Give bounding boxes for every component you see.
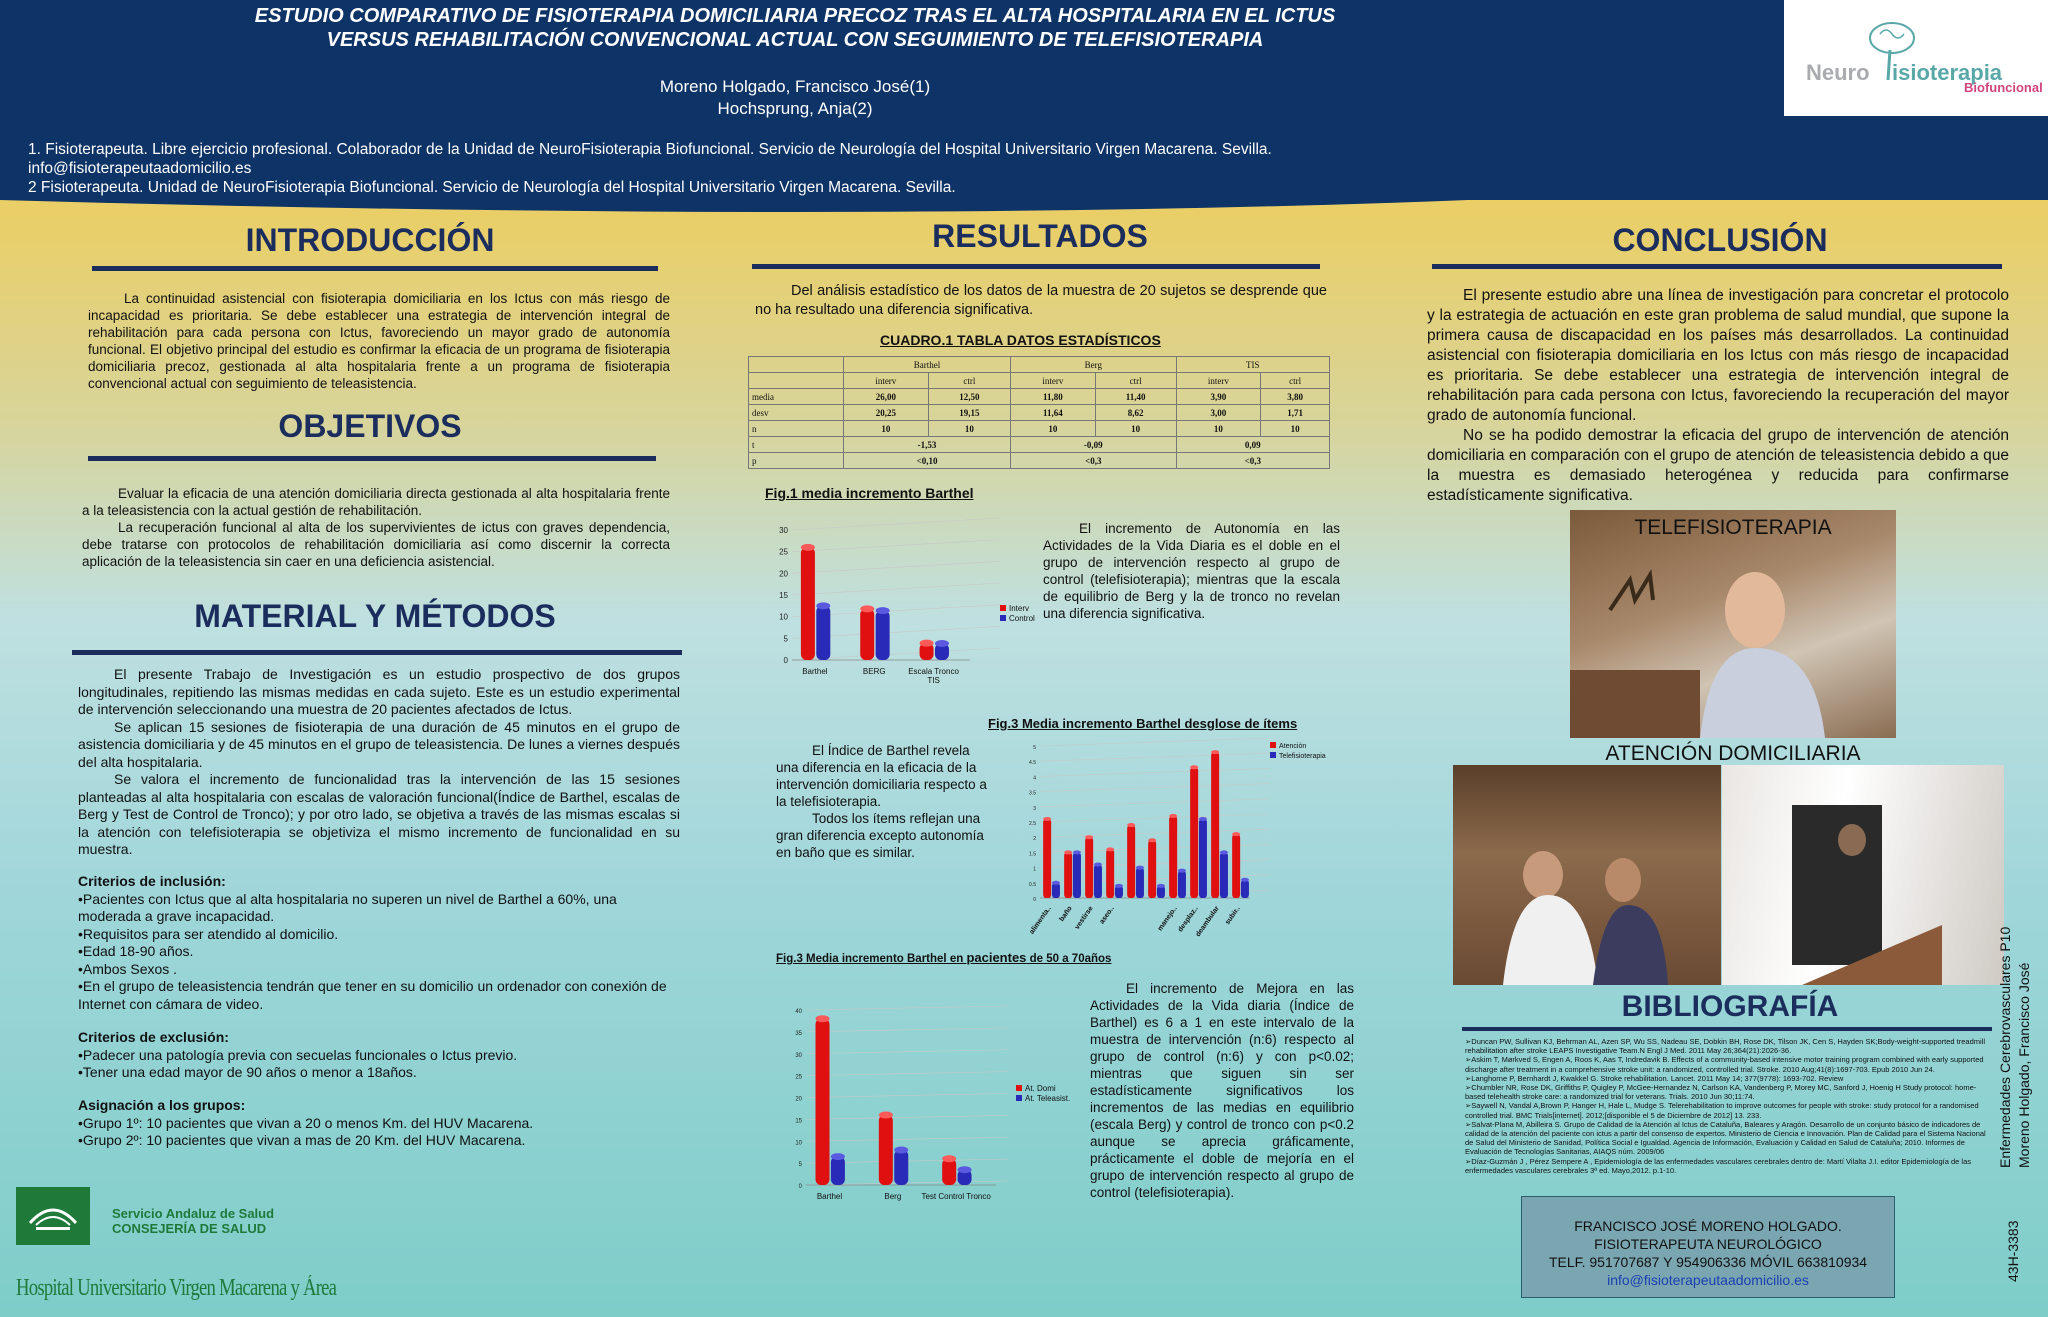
chart-bar: [942, 1159, 956, 1185]
y-tick-label: 5: [783, 634, 788, 644]
reference: ➢Langhorne P, Bernhardt J, Kwakkel G. Stroke rehabilitation. Lancet. 2011 May 14; 377(9778): 1693-702. Review: [1465, 1073, 1844, 1083]
y-tick-label: 2: [1033, 836, 1036, 843]
bar-top: [1115, 884, 1123, 888]
gridline: [806, 1006, 1008, 1010]
hospital-name: Hospital Universitario Virgen Macarena y Área: [16, 1275, 337, 1301]
bar-top: [1043, 817, 1051, 821]
y-tick-label: 20: [795, 1096, 802, 1103]
bar-top: [1148, 838, 1156, 842]
stats-table: [748, 356, 1330, 469]
bar-top: [1094, 863, 1102, 867]
subheader: ctrl: [1095, 373, 1176, 389]
gridline: [1040, 753, 1270, 761]
y-tick-label: 30: [779, 526, 788, 535]
y-tick-label: 0: [783, 656, 788, 665]
bibliografia-rule: [1462, 1027, 1992, 1031]
legend-swatch: [1016, 1085, 1022, 1091]
asignacion-grupos: Asignación a los grupos: •Grupo 1º: 10 pacientes que vivan a 20 o menos Km. del HUV Macarena. •Grupo 2º: 10 pacientes que vivan a mas de 20 Km. del HUV Macarena.: [78, 1097, 680, 1150]
x-tick-label: manejo..: [1156, 905, 1179, 933]
x-tick-label: Barthel: [816, 1192, 843, 1201]
chart-bar: [1127, 825, 1135, 898]
photo2-label: ATENCIÓN DOMICILIARIA: [1605, 742, 1861, 765]
table-row: media 26,00 12,50 11,80 11,40 3,90 3,80: [749, 389, 1330, 405]
y-tick-label: 10: [779, 612, 788, 622]
y-tick-label: 10: [795, 1140, 802, 1147]
x-tick-label: vestirse: [1073, 905, 1095, 931]
group-header: Berg: [1011, 357, 1177, 373]
y-tick-label: 3.5: [1029, 790, 1036, 797]
metodos-rule: [72, 650, 682, 655]
domiciliaria-photo-2: [1722, 765, 2004, 985]
subheader: interv: [1011, 373, 1096, 389]
chart-bar: [1169, 816, 1177, 898]
gridline: [806, 1115, 1008, 1119]
legend-swatch: [1270, 752, 1276, 758]
reference: ➢Duncan PW, Sullivan KJ, Behrman AL, Azen SP, Wu SS, Nadeau SE, Dobkin BH, Rose DK, Tilson JK, Cen S, Hayden SK;Body-weight-supported treadmill rehabilitation after stroke LEAPS Investigative Team.N Engl J Med. 2011 May 26;364(21):2026-36.: [1465, 1037, 1986, 1056]
x-tick-label: BERG: [862, 667, 886, 676]
chart-bar: [1064, 852, 1072, 898]
x-tick-label: Berg: [884, 1192, 902, 1201]
y-tick-label: 5: [798, 1162, 802, 1169]
exclusion-title: Criterios de exclusión:: [78, 1029, 229, 1045]
legend-swatch: [1270, 742, 1276, 748]
x-tick-label: deambular: [1194, 905, 1221, 938]
neurofisioterapia-logo: [1784, 0, 2048, 116]
bar-top: [1157, 884, 1165, 888]
gridline: [792, 561, 1000, 573]
chart-bar: [876, 611, 890, 660]
reference: ➢Salvat-Plana M, Abilleira S. Grupo de Calidad de la Atención al Ictus de Cataluña, Baleares y Aragón. Desarrollo de un conjunto básico de indicadores de calidad de la atención del paciente con ictus a partir del consenso de expertos. Ministerio de Ciencia e Innovación. Plan de Calidad para el Sistema Nacional de Salud del Ministerio de Sanidad, Política Social e Igualdad. Agencia de Información, Evaluación y Calidad en Salud de Cataluña; 2010. Informes de Evaluación de Tecnologías Sanitarias, AIAQS núm. 2009/06: [1465, 1119, 1986, 1157]
x-tick-label: aseo..: [1098, 905, 1116, 926]
poster-title-line1: ESTUDIO COMPARATIVO DE FISIOTERAPIA DOMICILIARIA PRECOZ TRAS EL ALTA HOSPITALARIA EN EL ICTUS: [254, 5, 1336, 27]
chart-bar: [816, 1019, 830, 1185]
fig3-text: El incremento de Mejora en las Actividades de la Vida diaria (Índice de Barthel) es 6 a 1 en este intervalo de la muestra de intervención (n:6) respecto al grupo de control (n:6) y con p<0.02; mientras que siguen sin ser estadísticamente significativos los incrementos de las medias en equilibrio (escala Berg) y control de tronco con p<0.2 aunque se aprecia gráficamente, prácticamente el doble de mejoría en el grupo de intervención respecto al grupo de control (telefisioterapia).: [1090, 981, 1354, 1200]
bar-top: [1211, 750, 1219, 754]
chart-bar: [1094, 865, 1102, 898]
chart-bar: [1190, 767, 1198, 898]
subheader: ctrl: [928, 373, 1010, 389]
bar-top: [1052, 881, 1060, 885]
author-2: Hochsprung, Anja(2): [717, 99, 873, 118]
intro-rule: [92, 266, 658, 271]
chart-bar: [1148, 840, 1156, 898]
gridline: [792, 583, 1000, 595]
bar-top: [816, 1015, 830, 1022]
y-tick-label: 5: [1033, 745, 1036, 751]
subheader: ctrl: [1261, 373, 1330, 389]
metodos-text: El presente Trabajo de Investigación es un estudio prospectivo de dos grupos longitudinales, repitiendo las mismas medidas en cada sujeto. Este es un estudio experimental de intervención seleccionando una muestra de 20 pacientes afectados de Ictus. Se aplican 15 sesiones de fisioterapia de una duración de 45 minutos en el grupo de asistencia domiciliaria y de 45 minutos en el grupo de teleasistencia. De lunes a viernes después del alta hospitalaria. Se valora el incremento de funcionalidad tras la intervención de las 15 sesiones planteadas al alta hospitalaria con escalas de valoración funcional(Índice de Barthel, escalas de Berg y Test de Control de Tronco); y por otro lado, se objetiva a través de las mismas escalas si la atención con telefisioterapia se objetiviza el mismo incremento de funcionalidad en su muestra.: [78, 666, 680, 857]
emblem-icon: [16, 1187, 90, 1245]
chart-bar: [1136, 868, 1144, 898]
gridline: [1040, 814, 1270, 822]
bar-top: [1106, 847, 1114, 851]
intro-title: INTRODUCCIÓN: [245, 222, 495, 258]
subheader: interv: [844, 373, 929, 389]
y-tick-label: 2.5: [1029, 821, 1036, 827]
table-row: t -1,53 -0,09 0,09: [749, 437, 1330, 453]
chart-bar: [1211, 752, 1219, 898]
bar-top: [1178, 869, 1186, 873]
author-1: Moreno Holgado, Francisco José(1): [659, 77, 931, 96]
domiciliaria-photo-1: [1453, 765, 1721, 985]
gridline: [1040, 784, 1270, 792]
group-header: Barthel: [844, 357, 1011, 373]
bar-top: [920, 640, 934, 647]
chart-bar: [879, 1115, 893, 1185]
y-tick-label: 35: [795, 1030, 802, 1037]
chart-bar: [816, 606, 830, 660]
fig3-title: Fig.3 Media incremento Barthel en pacientes de 50 a 70años: [776, 950, 1112, 965]
bar-top: [879, 1112, 893, 1119]
metodos-title: MATERIAL Y MÉTODOS: [194, 598, 556, 634]
fig2-title: Fig.3 Media incremento Barthel desglose de ítems: [988, 716, 1298, 731]
tree-brain-icon: [1784, 0, 2048, 116]
bar-top: [1136, 866, 1144, 870]
poster-code: 43H-3383: [2005, 1220, 2021, 1282]
vertical-author: Moreno Holgado, Francisco José: [2016, 962, 2032, 1168]
gridline: [792, 540, 1000, 552]
affiliation-1: 1. Fisioterapeuta. Libre ejercicio profesional. Colaborador de la Unidad de NeuroFisioterapia Biofuncional. Servicio de Neurología del Hospital Universitario Virgen Macarena. Sevilla.: [28, 141, 1272, 158]
bar-top: [1220, 850, 1228, 854]
y-tick-label: 40: [795, 1009, 802, 1015]
bar-top: [831, 1153, 845, 1160]
criterios-inclusion: Criterios de inclusión: •Pacientes con Ictus que al alta hospitalaria no superen un nivel de Barthel a 60%, una moderada a grave incapacidad. •Requisitos para ser atendido al domicilio. •Edad 18-90 años. •Ambos Sexos . •En el grupo de teleasistencia tendrán que tener en su domicilio un ordenador con conexión de Internet con cámara de video.: [78, 873, 680, 1013]
stairs-photo-icon: [1722, 765, 2004, 985]
patient-photo-icon: [1570, 510, 1896, 738]
bar-top: [1232, 832, 1240, 836]
reference: ➢Chumbler NR, Rose DK, Griffiths P, Quigley P, McGee-Hernandez N, Carlson KA, Vandenberg P, Morey MC, Sanford J, Hoenig H Study protocol: home-based telehealth stroke care: a randomized trial for veterans. Trials. 2010 Jun 30;11:74.: [1465, 1083, 1977, 1102]
gridline: [806, 1094, 1008, 1098]
y-tick-label: 3: [1033, 805, 1036, 812]
resultados-intro: Del análisis estadístico de los datos de la muestra de 20 sujetos se desprende que no ha resultado una diferencia significativa.: [755, 283, 1327, 318]
gridline: [806, 1072, 1008, 1076]
y-tick-label: 30: [795, 1052, 802, 1059]
telefisioterapia-photo: [1570, 510, 1896, 738]
bar-top: [958, 1166, 972, 1173]
intro-text: La continuidad asistencial con fisioterapia domiciliaria en los Ictus con más riesgo de incapacidad es prioritaria. Se debe establecer una estrategia de intervención integral de rehabilitación para cada persona con Ictus, favoreciendo un mayor grado de autonomía funcional. El objetivo principal del estudio es confirmar la eficacia de un programa de fisioterapia domiciliaria precoz, gestionada al alta hospitalaria frente a un programa de fisioterapia convencional actual con seguimiento de teleasistencia.: [88, 291, 670, 391]
resultados-title: RESULTADOS: [932, 218, 1148, 254]
fig3-chart: [776, 990, 1076, 1215]
legend-label: At. Teleasist.: [1025, 1094, 1071, 1103]
legend-swatch: [1000, 605, 1006, 611]
legend-label: Atención: [1279, 743, 1307, 750]
x-tick-label: TIS: [927, 676, 940, 685]
bar-top: [1241, 878, 1249, 882]
x-tick-label: Test Control Tronco: [921, 1192, 991, 1201]
chart-bar: [1199, 819, 1207, 898]
chart-bar: [1106, 849, 1114, 898]
logo-text-fisio: isioterapia: [1892, 60, 2003, 85]
chart-bar: [894, 1150, 908, 1185]
gridline: [806, 1050, 1008, 1054]
bibliografia-title: BIBLIOGRAFÍA: [1621, 990, 1839, 1023]
reference: ➢Saywell N, Vandal A,Brown P, Hanger H, Hale L, Mudge S. Telerehabilitation to improve outcomes for people with stroke: study protocol for a randomised controlled trial. BMC Trials[internet]. 2012;[disponible el 5 de Diciembre de 2012] 13. 233.: [1465, 1101, 1979, 1120]
legend-label: Interv: [1009, 604, 1030, 613]
legend-label: Telefisioterapia: [1279, 753, 1326, 760]
gridline: [1040, 738, 1270, 746]
bibliografia-list: [1465, 1037, 1995, 1175]
bar-top: [1190, 765, 1198, 769]
contact-email[interactable]: info@fisioterapeutaadomicilio.es: [1607, 1272, 1809, 1288]
group-header: TIS: [1176, 357, 1329, 373]
y-tick-label: 0: [1033, 897, 1036, 903]
contact-phone: TELF. 951707687 Y 954906336 MÓVIL 663810934: [1548, 1254, 1868, 1270]
fig1-text: El incremento de Autonomía en las Actividades de la Vida Diaria es el doble en el grupo de intervención respecto al grupo de control (telefisioterapia); mientras que la escala de equilibrio de Berg y la de tronco no revelan una diferencia significativa.: [1043, 521, 1340, 621]
chart-bar: [1043, 819, 1051, 898]
contact-role: FISIOTERAPEUTA NEUROLÓGICO: [1594, 1236, 1822, 1252]
fig2-chart: [1000, 738, 1340, 938]
chart-bar: [1073, 852, 1081, 898]
y-tick-label: 20: [779, 569, 788, 579]
legend-swatch: [1016, 1095, 1022, 1101]
chart-bar: [1085, 837, 1093, 898]
x-tick-label: baño: [1058, 905, 1074, 923]
sas-line1: Servicio Andaluz de Salud: [112, 1206, 275, 1221]
table-row: p <0,10 <0,3 <0,3: [749, 453, 1330, 469]
bar-top: [801, 544, 815, 551]
subheader: interv: [1176, 373, 1261, 389]
reference: ➢Askim T, Mørkved S, Engen A, Roos K, Aas T, Indredavik B. Effects of a community-based intensive motor training program combined with early supported discharge after treatment in a comprehensive stroke unit: a randomized, controlled trial. Stroke. 2010 Aug;41(8):1697-703. Epub 2010 Jun 24.: [1465, 1055, 1984, 1074]
contact-box: [1521, 1196, 1895, 1298]
conclusion-title: CONCLUSIÓN: [1612, 222, 1828, 258]
chart-bar: [801, 547, 815, 660]
chart-bar: [1241, 880, 1249, 898]
y-tick-label: 1: [1033, 866, 1036, 873]
objetivos-text: Evaluar la eficacia de una atención domiciliaria directa gestionada al alta hospitalaria frente a la teleasistencia con la actual gestión de rehabilitación. La recuperación funcional al alta de los supervivientes de ictus con graves dependencia, debe tratarse con protocolos de rehabilitación domiciliaria así como discernir la correcta aplicación de la teleasistencia sin caer en una deficiencia asistencial.: [82, 486, 670, 569]
gridline: [1040, 768, 1270, 776]
chart-bar: [831, 1157, 845, 1185]
legend-label: Control: [1009, 614, 1035, 623]
fig1-chart: [770, 515, 1070, 715]
bar-top: [1199, 817, 1207, 821]
fig1-title: Fig.1 media incremento Barthel: [765, 485, 974, 501]
y-tick-label: 25: [795, 1074, 802, 1081]
bar-top: [1073, 850, 1081, 854]
x-tick-label: alimenta..: [1028, 905, 1053, 936]
chart-bar: [1052, 883, 1060, 898]
vertical-category: Enfermedades Cerebrovasculares P10: [1997, 926, 2013, 1168]
bar-top: [1064, 850, 1072, 854]
gridline: [806, 1137, 1008, 1141]
bar-top: [942, 1155, 956, 1162]
bar-top: [1169, 814, 1177, 818]
gridline: [806, 1028, 1008, 1032]
bar-top: [860, 605, 874, 612]
chart-bar: [1232, 834, 1240, 898]
objetivos-title: OBJETIVOS: [278, 408, 462, 444]
x-tick-label: desplaz..: [1177, 905, 1200, 934]
sas-line2: CONSEJERÍA DE SALUD: [112, 1221, 267, 1236]
y-tick-label: 15: [779, 591, 788, 600]
bar-top: [1085, 835, 1093, 839]
y-tick-label: 4: [1033, 775, 1036, 782]
y-tick-label: 25: [779, 547, 788, 557]
y-tick-label: 0: [798, 1184, 802, 1190]
criterios-exclusion: Criterios de exclusión: •Padecer una patología previa con secuelas funcionales o Ictus previo. •Tener una edad mayor de 90 años o menor a 18años.: [78, 1029, 680, 1082]
table-row: desv 20,25 19,15 11,64 8,62 3,00 1,71: [749, 405, 1330, 421]
x-tick-label: Barthel: [802, 667, 828, 676]
bar-top: [935, 640, 949, 647]
junta-andalucia-logo: [16, 1187, 90, 1245]
chart-bar: [860, 609, 874, 660]
x-tick-label: subir..: [1224, 905, 1242, 927]
reference: ➢Díaz-Guzmán J , Pérez Sempere A , Epidemiología de las enfermedades vasculares cerebrales dentro de: Martí Vilalta J.I. editor Epidemiología de las enfermedades vasculares cerebrales 3ª ed. Mayo,2012. p.1-10.: [1465, 1156, 1971, 1175]
affiliation-1-email: info@fisioterapeutaadomicilio.es: [28, 160, 252, 177]
logo-subtitle: Biofuncional: [1964, 80, 2043, 95]
x-tick-label: Escala Tronco: [908, 667, 959, 676]
bar-top: [894, 1147, 908, 1154]
affiliation-2: 2 Fisioterapeuta. Unidad de NeuroFisioterapia Biofuncional. Servicio de Neurología del Hospital Universitario Virgen Macarena. Sevilla.: [28, 179, 956, 196]
gridline: [792, 518, 1000, 530]
bar-top: [876, 607, 890, 614]
contact-name: FRANCISCO JOSÉ MORENO HOLGADO.: [1574, 1218, 1842, 1234]
y-tick-label: 4.5: [1029, 760, 1036, 767]
table-title: CUADRO.1 TABLA DATOS ESTADÍSTICOS: [880, 332, 1161, 348]
logo-text-neuro: Neuro: [1806, 60, 1870, 85]
inclusion-title: Criterios de inclusión:: [78, 873, 226, 889]
legend-swatch: [1000, 615, 1006, 621]
photo1-label: TELEFISIOTERAPIA: [1634, 516, 1832, 539]
poster-title-line2: VERSUS REHABILITACIÓN CONVENCIONAL ACTUAL CON SEGUIMIENTO DE TELEFISIOTERAPIA: [326, 29, 1264, 51]
bar-top: [1127, 823, 1135, 827]
chart-bar: [1220, 852, 1228, 898]
objetivos-rule: [88, 456, 656, 461]
resultados-rule: [752, 264, 1320, 269]
bar-top: [816, 602, 830, 609]
y-tick-label: 0.5: [1029, 881, 1036, 888]
y-tick-label: 1.5: [1029, 851, 1036, 858]
conclusion-text: El presente estudio abre una línea de investigación para concretar el protocolo y la estrategia de actuación en este gran problema de salud mundial, que supone la primera causa de discapacidad en los países más desarrollados. La continuidad asistencial con fisioterapia domiciliaria en los Ictus con más riesgo de incapacidad es prioritaria. Se debe establecer una estrategia de intervención integral de rehabilitación para cada persona con Ictus, favoreciendo la recuperación del mayor grado de autonomía funcional. No se ha podido demostrar la eficacia del grupo de intervención de atención domiciliaria en comparación con el grupo de atención de teleasistencia debido a que la muestra es demasiado heterogénea y reducida para confirmarse estadísticamente significativa.: [1427, 287, 2009, 504]
legend-label: At. Domi: [1025, 1084, 1056, 1093]
table-row: n 10 10 10 10 10 10: [749, 421, 1330, 437]
gridline: [1040, 799, 1270, 807]
chart-bar: [1178, 871, 1186, 898]
asignacion-title: Asignación a los grupos:: [78, 1097, 246, 1113]
y-tick-label: 15: [795, 1118, 802, 1125]
conclusion-rule: [1432, 264, 2002, 269]
fig2-text: El Índice de Barthel revela una diferencia en la eficacia de la intervención domiciliaria respecto a la telefisioterapia. Todos los ítems reflejan una gran diferencia excepto autonomía en baño que es similar.: [776, 743, 987, 860]
therapy-photo-icon: [1453, 765, 1721, 985]
